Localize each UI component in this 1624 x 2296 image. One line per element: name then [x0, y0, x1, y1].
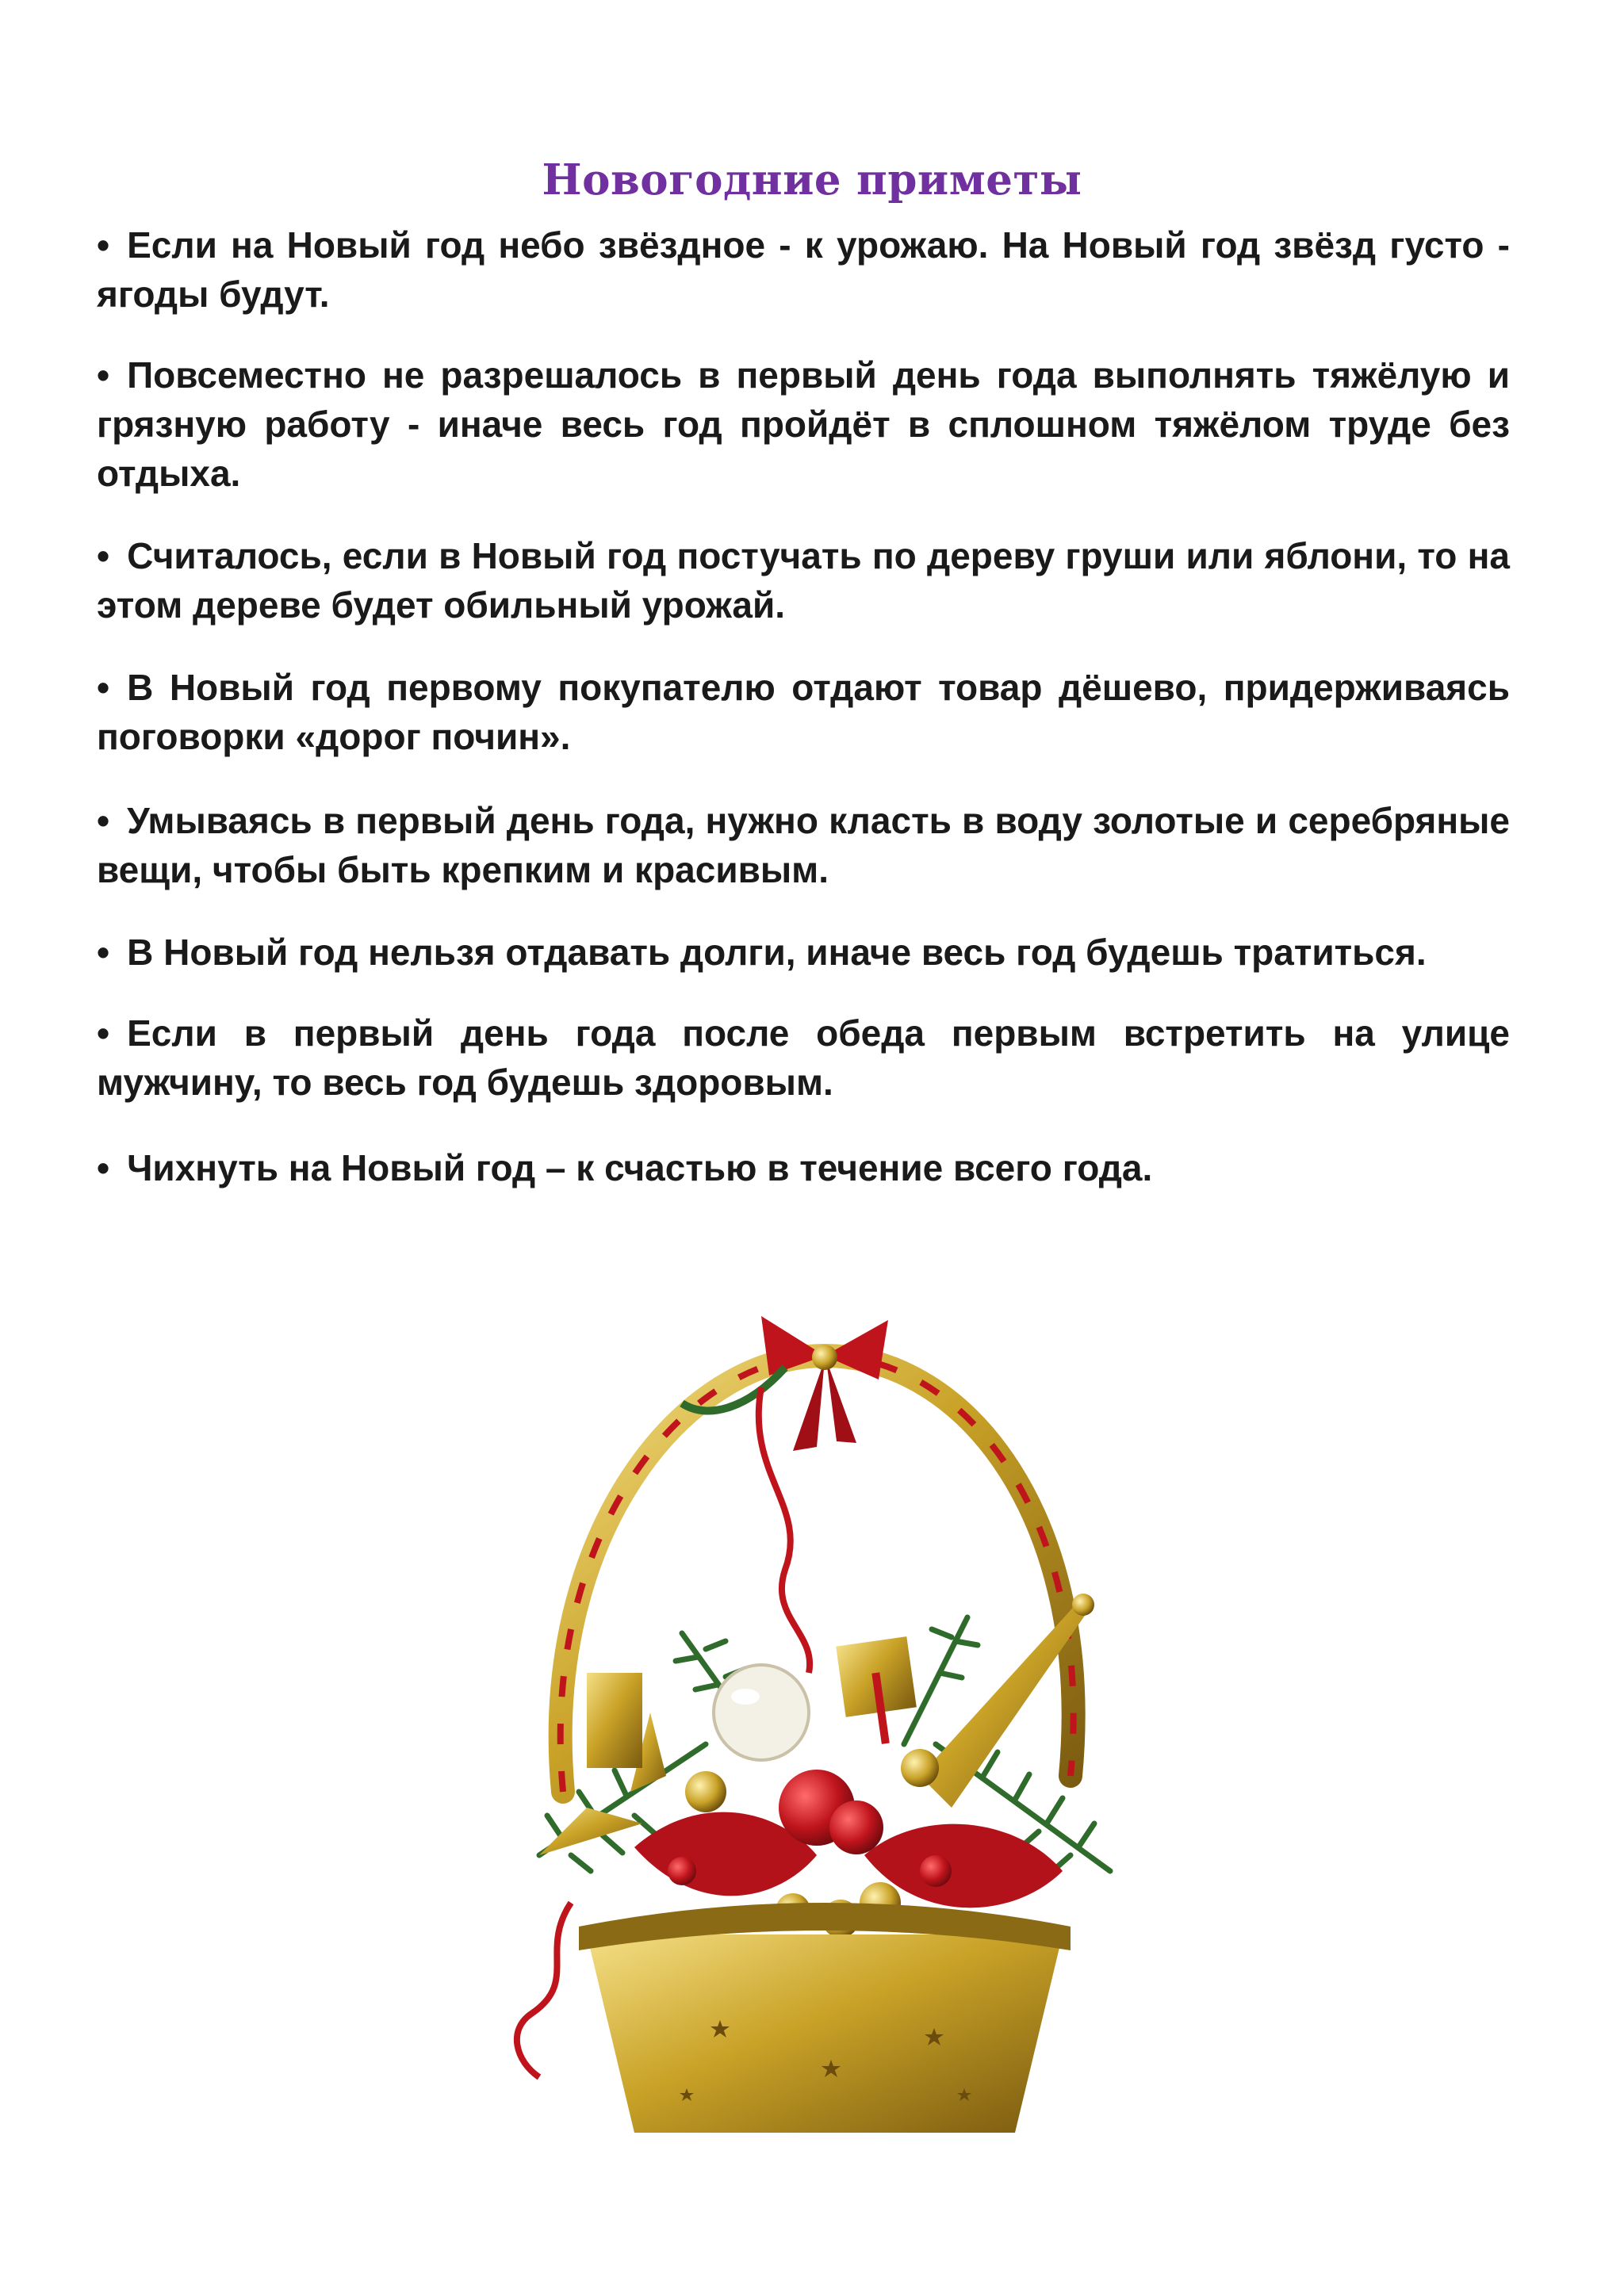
- bullet-icon: •: [97, 667, 110, 708]
- basket-body: [587, 1934, 1063, 2133]
- basket-illustration: [444, 1300, 1205, 2156]
- sign-text: Если на Новый год небо звёздное - к урожаю. На Новый год звёзд густо - ягоды будут.: [97, 224, 1510, 315]
- sign-item: [97, 1143, 1510, 1192]
- sign-text: Умываясь в первый день года, нужно класть в воду золотые и серебряные вещи, чтобы быть крепким и красивым.: [97, 800, 1510, 890]
- sign-item: [97, 928, 1510, 977]
- bullet-icon: •: [97, 354, 110, 396]
- sign-item: [97, 663, 1510, 761]
- sign-item: [97, 1008, 1510, 1107]
- bullet-icon: •: [97, 224, 110, 266]
- bullet-icon: •: [97, 800, 110, 841]
- sign-item: [97, 796, 1510, 894]
- sign-item: [97, 531, 1510, 629]
- gold-figure: [587, 1673, 642, 1768]
- page-title: Новогодние приметы: [542, 155, 1082, 205]
- side-ribbon: [517, 1903, 571, 2077]
- sign-item: [97, 220, 1510, 319]
- sign-text: Если в первый день года после обеда первым встретить на улице мужчину, то весь год будешь здоровым.: [97, 1012, 1510, 1103]
- sign-text: В Новый год первому покупателю отдают товар дёшево, придерживаясь поговорки «дорог почин».: [97, 667, 1510, 757]
- horn-tip-ball: [1072, 1594, 1094, 1616]
- sign-text: Повсеместно не разрешалось в первый день года выполнять тяжёлую и грязную работу - иначе весь год пройдёт в сплошном тяжёлом труде без отдыха.: [97, 354, 1510, 494]
- sign-text: Считалось, если в Новый год постучать по дереву груши или яблони, то на этом дереве будет обильный урожай.: [97, 535, 1510, 626]
- sign-text: В Новый год нельзя отдавать долги, иначе весь год будешь тратиться.: [127, 932, 1427, 973]
- bullet-icon: •: [97, 1012, 110, 1054]
- glass-ornament: [714, 1665, 809, 1760]
- bullet-icon: •: [97, 932, 110, 973]
- sign-text: Чихнуть на Новый год – к счастью в течение всего года.: [127, 1147, 1153, 1188]
- bullet-icon: •: [97, 535, 110, 576]
- bullet-icon: •: [97, 1147, 110, 1188]
- new-year-basket-image: [444, 1300, 1205, 2156]
- sign-item: [97, 350, 1510, 498]
